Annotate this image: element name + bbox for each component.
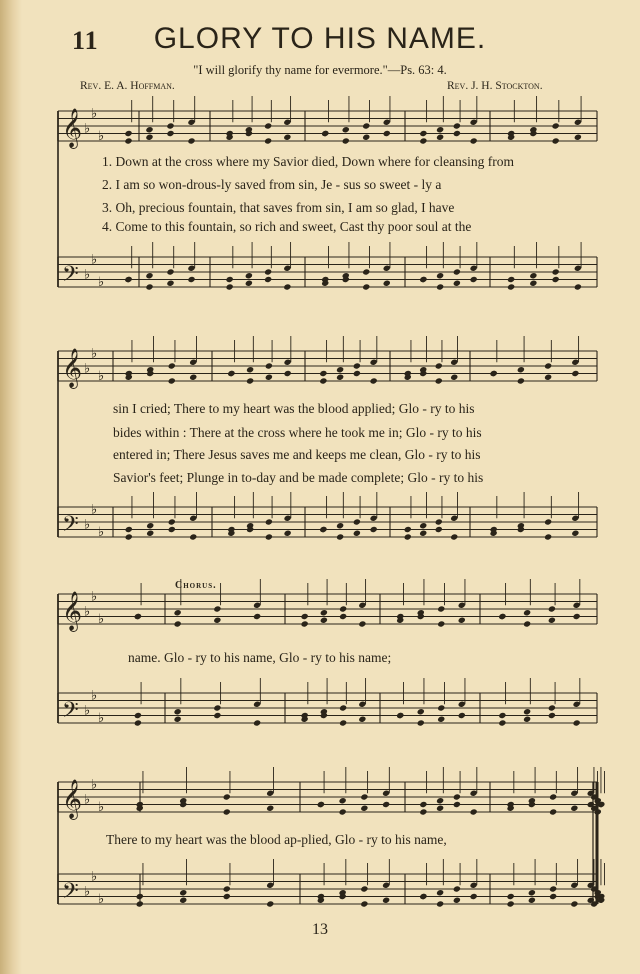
note-head bbox=[168, 526, 176, 533]
note-head bbox=[507, 900, 515, 907]
note-head bbox=[264, 276, 272, 283]
note-head bbox=[253, 613, 261, 620]
svg-text:♭: ♭ bbox=[91, 688, 98, 704]
note-head bbox=[528, 889, 536, 896]
note-head bbox=[436, 900, 444, 907]
note-head bbox=[223, 893, 231, 900]
note-head bbox=[436, 126, 444, 133]
note-head bbox=[419, 893, 427, 900]
note-head bbox=[436, 889, 444, 896]
note-head bbox=[187, 137, 195, 144]
svg-text:♭: ♭ bbox=[98, 369, 105, 384]
svg-text:𝄞: 𝄞 bbox=[62, 348, 83, 388]
svg-text:𝄞: 𝄞 bbox=[62, 108, 83, 148]
note-head bbox=[458, 617, 466, 624]
note-head bbox=[419, 137, 427, 144]
note-head bbox=[336, 366, 344, 373]
composer-credit: Rev. J. H. Stockton. bbox=[447, 80, 543, 92]
note-head bbox=[187, 276, 195, 283]
note-head bbox=[146, 530, 154, 537]
note-head bbox=[419, 801, 427, 808]
note-head bbox=[453, 268, 461, 275]
note-head bbox=[450, 533, 458, 540]
note-head bbox=[342, 126, 350, 133]
note-head bbox=[436, 134, 444, 141]
note-head bbox=[573, 613, 581, 620]
note-head bbox=[435, 518, 443, 525]
note-head bbox=[529, 280, 537, 287]
note-head bbox=[382, 801, 390, 808]
system2-verse-4: Savior's feet; Plunge in to-day and be made complete; Glo - ry to his bbox=[113, 470, 484, 485]
note-head bbox=[552, 268, 560, 275]
note-head bbox=[358, 716, 366, 723]
note-head bbox=[189, 533, 197, 540]
chorus-lyric: name. Glo - ry to his name, Glo - ry to his name; bbox=[128, 650, 392, 665]
note-head bbox=[145, 283, 153, 290]
svg-text:𝄢: 𝄢 bbox=[62, 262, 79, 292]
scripture-reference: "I will glorify thy name for evermore."—Ps. 63: 4. bbox=[193, 63, 447, 77]
svg-text:𝄞: 𝄞 bbox=[62, 779, 83, 819]
page-number: 13 bbox=[312, 921, 328, 938]
note-head bbox=[168, 377, 176, 384]
note-head bbox=[227, 370, 235, 377]
note-head bbox=[223, 793, 231, 800]
note-head bbox=[470, 137, 478, 144]
note-head bbox=[435, 526, 443, 533]
note-head bbox=[453, 793, 461, 800]
note-head bbox=[529, 272, 537, 279]
note-head bbox=[353, 370, 361, 377]
system1-verse-3: 3. Oh, precious fountain, that saves from sin, I am so glad, I have bbox=[102, 200, 455, 215]
note-head bbox=[437, 605, 445, 612]
note-head bbox=[213, 712, 221, 719]
note-head bbox=[523, 708, 531, 715]
note-head bbox=[549, 893, 557, 900]
svg-text:♭: ♭ bbox=[84, 884, 91, 900]
note-head bbox=[544, 533, 552, 540]
note-head bbox=[125, 526, 133, 533]
note-head bbox=[458, 712, 466, 719]
note-head bbox=[362, 268, 370, 275]
note-heads bbox=[124, 96, 605, 908]
note-head bbox=[453, 130, 461, 137]
note-head bbox=[339, 797, 347, 804]
note-head bbox=[134, 719, 142, 726]
note-head bbox=[419, 530, 427, 537]
note-head bbox=[145, 126, 153, 133]
note-head bbox=[124, 276, 132, 283]
note-head bbox=[339, 704, 347, 711]
note-head bbox=[498, 613, 506, 620]
note-head bbox=[419, 808, 427, 815]
note-head bbox=[453, 897, 461, 904]
note-head bbox=[284, 530, 292, 537]
svg-text:♭: ♭ bbox=[91, 346, 98, 362]
note-head bbox=[570, 900, 578, 907]
note-head bbox=[284, 370, 292, 377]
svg-text:𝄞: 𝄞 bbox=[62, 591, 83, 631]
svg-text:♭: ♭ bbox=[84, 121, 91, 137]
note-head bbox=[435, 362, 443, 369]
system1-verse-1: 1. Down at the cross where my Savior died, Down where for cleansing from bbox=[102, 154, 515, 169]
note-head bbox=[498, 712, 506, 719]
note-head bbox=[125, 533, 133, 540]
note-head bbox=[246, 366, 254, 373]
system1-verse-2: 2. I am so won-drous-ly saved from sin, Je - sus so sweet - ly a bbox=[102, 177, 442, 192]
note-head bbox=[264, 122, 272, 129]
staff-3 bbox=[58, 347, 597, 390]
note-head bbox=[404, 526, 412, 533]
note-head bbox=[134, 613, 142, 620]
note-head bbox=[146, 522, 154, 529]
note-head bbox=[470, 893, 478, 900]
note-head bbox=[264, 137, 272, 144]
note-head bbox=[523, 620, 531, 627]
note-head bbox=[507, 893, 515, 900]
note-head bbox=[336, 374, 344, 381]
note-head bbox=[134, 712, 142, 719]
note-head bbox=[362, 283, 370, 290]
note-head bbox=[523, 716, 531, 723]
svg-text:♭: ♭ bbox=[98, 892, 105, 907]
note-head bbox=[246, 377, 254, 384]
note-head bbox=[317, 801, 325, 808]
svg-text:♭: ♭ bbox=[84, 604, 91, 620]
note-head bbox=[174, 620, 182, 627]
note-head bbox=[419, 522, 427, 529]
svg-text:♭: ♭ bbox=[98, 275, 105, 290]
note-head bbox=[437, 704, 445, 711]
note-head bbox=[436, 283, 444, 290]
note-head bbox=[213, 704, 221, 711]
note-head bbox=[523, 609, 531, 616]
note-head bbox=[548, 617, 556, 624]
note-head bbox=[544, 362, 552, 369]
note-head bbox=[253, 719, 261, 726]
note-head bbox=[342, 137, 350, 144]
note-head bbox=[339, 808, 347, 815]
note-head bbox=[417, 719, 425, 726]
svg-text:♭: ♭ bbox=[91, 777, 98, 793]
note-head bbox=[549, 808, 557, 815]
note-head bbox=[336, 522, 344, 529]
note-head bbox=[544, 374, 552, 381]
note-head bbox=[362, 134, 370, 141]
note-head bbox=[189, 374, 197, 381]
system1-verse-4: 4. Come to this fountain, so rich and sweet, Cast thy poor soul at the bbox=[102, 219, 472, 234]
note-head bbox=[453, 885, 461, 892]
note-head bbox=[570, 805, 578, 812]
note-head bbox=[544, 518, 552, 525]
note-head bbox=[339, 719, 347, 726]
svg-text:♭: ♭ bbox=[84, 267, 91, 283]
svg-text:♭: ♭ bbox=[98, 129, 105, 144]
svg-text:♭: ♭ bbox=[98, 711, 105, 726]
note-head bbox=[370, 377, 378, 384]
svg-text:♭: ♭ bbox=[84, 792, 91, 808]
staff-2 bbox=[58, 253, 597, 293]
note-head bbox=[245, 280, 253, 287]
svg-text:𝄢: 𝄢 bbox=[62, 698, 79, 728]
svg-text:♭: ♭ bbox=[84, 703, 91, 719]
svg-text:♭: ♭ bbox=[98, 800, 105, 815]
svg-text:♭: ♭ bbox=[84, 361, 91, 377]
note-head bbox=[574, 134, 582, 141]
note-head bbox=[166, 130, 174, 137]
note-head bbox=[517, 377, 525, 384]
hymn-title: GLORY TO HIS NAME. bbox=[153, 22, 487, 55]
note-head bbox=[265, 533, 273, 540]
note-head bbox=[166, 280, 174, 287]
note-head bbox=[319, 370, 327, 377]
note-head bbox=[145, 134, 153, 141]
note-head bbox=[353, 518, 361, 525]
note-head bbox=[136, 900, 144, 907]
note-head bbox=[571, 530, 579, 537]
note-head bbox=[470, 808, 478, 815]
note-head bbox=[360, 805, 368, 812]
note-head bbox=[283, 134, 291, 141]
lyricist-credit: Rev. E. A. Hoffman. bbox=[80, 80, 175, 92]
svg-text:♭: ♭ bbox=[84, 517, 91, 533]
note-head bbox=[213, 617, 221, 624]
note-head bbox=[437, 716, 445, 723]
note-head bbox=[470, 276, 478, 283]
note-head bbox=[223, 885, 231, 892]
note-head bbox=[383, 130, 391, 137]
note-head bbox=[320, 609, 328, 616]
note-head bbox=[283, 283, 291, 290]
note-head bbox=[301, 620, 309, 627]
note-head bbox=[360, 900, 368, 907]
note-head bbox=[436, 272, 444, 279]
note-head bbox=[549, 793, 557, 800]
note-head bbox=[336, 533, 344, 540]
note-head bbox=[174, 708, 182, 715]
svg-text:♭: ♭ bbox=[98, 525, 105, 540]
note-head bbox=[435, 377, 443, 384]
note-head bbox=[124, 130, 132, 137]
svg-text:♭: ♭ bbox=[91, 502, 98, 518]
note-head bbox=[223, 808, 231, 815]
note-head bbox=[549, 885, 557, 892]
note-head bbox=[419, 130, 427, 137]
note-head bbox=[174, 716, 182, 723]
note-head bbox=[166, 268, 174, 275]
note-head bbox=[450, 374, 458, 381]
note-head bbox=[245, 272, 253, 279]
note-head bbox=[265, 362, 273, 369]
note-head bbox=[166, 122, 174, 129]
system2-verse-3: entered in; There Jesus saves me and keeps me clean, Glo - ry to his bbox=[113, 447, 481, 462]
note-head bbox=[179, 889, 187, 896]
note-head bbox=[320, 617, 328, 624]
note-head bbox=[370, 526, 378, 533]
note-head bbox=[353, 530, 361, 537]
note-head bbox=[436, 797, 444, 804]
note-head bbox=[436, 805, 444, 812]
note-head bbox=[226, 283, 234, 290]
note-head bbox=[453, 801, 461, 808]
svg-text:𝄢: 𝄢 bbox=[62, 512, 79, 542]
note-head bbox=[362, 122, 370, 129]
chorus-label: Chorus. bbox=[175, 580, 217, 591]
note-head bbox=[353, 362, 361, 369]
svg-text:♭: ♭ bbox=[98, 612, 105, 627]
note-head bbox=[437, 620, 445, 627]
note-head bbox=[319, 526, 327, 533]
note-head bbox=[453, 280, 461, 287]
note-head bbox=[548, 712, 556, 719]
note-head bbox=[552, 276, 560, 283]
note-head bbox=[226, 276, 234, 283]
staff-4 bbox=[58, 503, 597, 543]
note-head bbox=[339, 613, 347, 620]
note-head bbox=[383, 280, 391, 287]
svg-text:♭: ♭ bbox=[91, 869, 98, 885]
note-head bbox=[404, 533, 412, 540]
staff-7 bbox=[58, 778, 597, 821]
svg-text:♭: ♭ bbox=[91, 589, 98, 605]
note-head bbox=[124, 137, 132, 144]
note-head bbox=[168, 362, 176, 369]
note-head bbox=[168, 518, 176, 525]
note-head bbox=[573, 719, 581, 726]
note-head bbox=[419, 276, 427, 283]
note-head bbox=[265, 518, 273, 525]
note-head bbox=[417, 708, 425, 715]
svg-text:𝄢: 𝄢 bbox=[62, 879, 79, 909]
note-head bbox=[507, 283, 515, 290]
note-head bbox=[358, 620, 366, 627]
svg-text:♭: ♭ bbox=[91, 106, 98, 122]
note-head bbox=[213, 605, 221, 612]
note-head bbox=[136, 893, 144, 900]
note-head bbox=[498, 719, 506, 726]
note-head bbox=[266, 900, 274, 907]
note-head bbox=[517, 366, 525, 373]
note-head bbox=[264, 268, 272, 275]
note-head bbox=[321, 130, 329, 137]
note-head bbox=[453, 122, 461, 129]
note-head bbox=[574, 283, 582, 290]
note-head bbox=[266, 805, 274, 812]
note-head bbox=[552, 122, 560, 129]
note-head bbox=[507, 276, 515, 283]
note-head bbox=[548, 605, 556, 612]
note-head bbox=[174, 609, 182, 616]
note-head bbox=[301, 613, 309, 620]
note-head bbox=[339, 605, 347, 612]
hymn-number: 11 bbox=[72, 26, 99, 55]
system2-verse-2: bides within : There at the cross where he took me in; Glo - ry to his bbox=[113, 425, 482, 440]
note-head bbox=[360, 885, 368, 892]
note-head bbox=[490, 370, 498, 377]
note-head bbox=[360, 793, 368, 800]
final-system-lyric: There to my heart was the blood ap-plied, Glo - ry to his name, bbox=[106, 832, 447, 847]
note-head bbox=[571, 370, 579, 377]
note-head bbox=[265, 374, 273, 381]
note-head bbox=[179, 897, 187, 904]
note-head bbox=[528, 897, 536, 904]
note-head bbox=[145, 272, 153, 279]
note-head bbox=[396, 712, 404, 719]
system2-verse-1: sin I cried; There to my heart was the blood applied; Glo - ry to his bbox=[113, 401, 475, 416]
note-head bbox=[552, 137, 560, 144]
note-head bbox=[548, 704, 556, 711]
svg-text:♭: ♭ bbox=[91, 252, 98, 268]
staff-1 bbox=[58, 107, 597, 150]
note-head bbox=[319, 377, 327, 384]
note-head bbox=[382, 897, 390, 904]
